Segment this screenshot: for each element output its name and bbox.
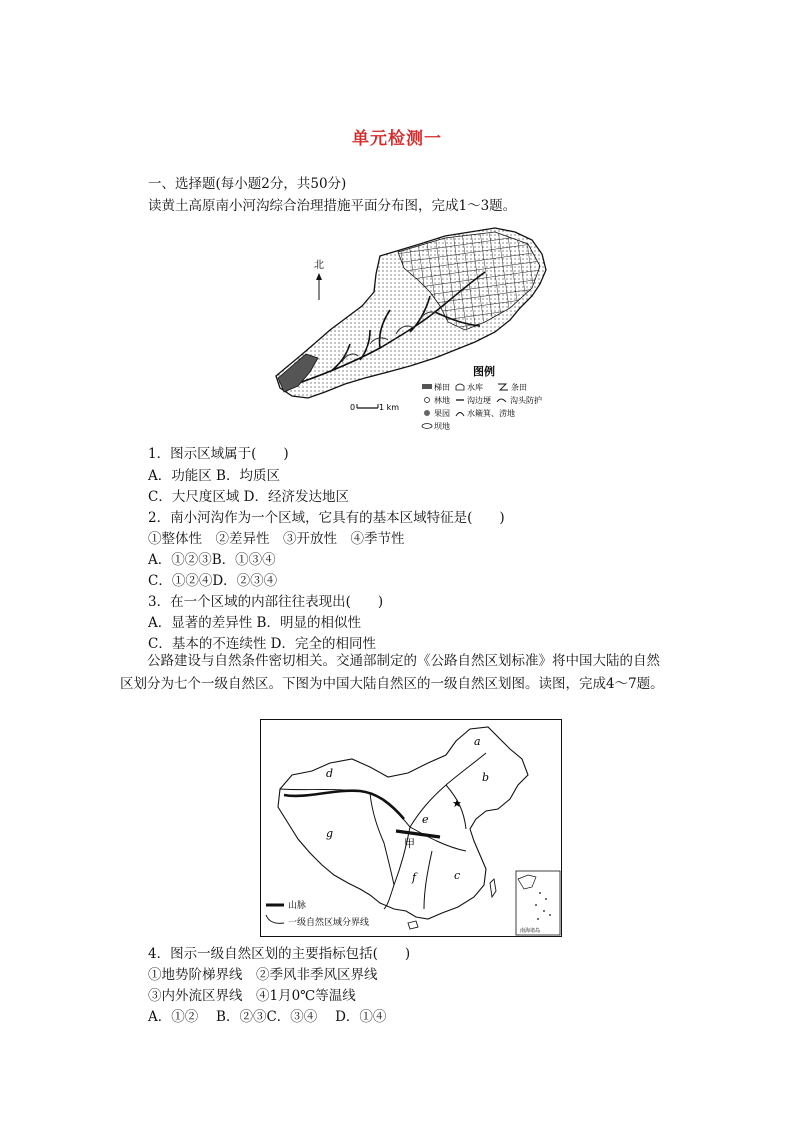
q4-stem: 4．图示一级自然区划的主要指标包括( )	[148, 946, 411, 962]
legend-item-3: 条田	[511, 383, 527, 392]
legend-swatch-3	[498, 384, 508, 390]
legend-swatch-1	[422, 384, 432, 389]
region-label-c: c	[454, 869, 461, 882]
legend-item-9: 坝地	[434, 422, 450, 431]
q4-options: A．①② B．②③C．③④ D．①④	[148, 1009, 387, 1025]
region-label-d: d	[326, 767, 334, 780]
intro-text-2: 公路建设与自然条件密切相关。交通部制定的《公路自然区划标准》将中国大陆的自然区划分为七个一级自然区。下图为中国大陆自然区的一级自然区划图。读图，完成4～7题。	[120, 653, 664, 692]
section-heading: 一、选择题(每小题2分，共50分)	[148, 176, 347, 192]
q2-items: ①整体性 ②差异性 ③开放性 ④季节性	[148, 531, 405, 547]
scale-zero: 0	[350, 403, 356, 412]
q2-options-1: A．①②③B．①③④	[148, 552, 276, 568]
q4-items-1: ①地势阶梯界线 ②季风非季风区界线	[148, 967, 378, 983]
q3-options-2: C．基本的不连续性 D．完全的相同性	[148, 636, 376, 652]
q3-options-1: A．显著的差异性 B．明显的相似性	[148, 615, 361, 631]
legend-boundary-label: 一级自然区域分界线	[288, 918, 370, 928]
region-label-a: a	[474, 735, 481, 748]
legend-title: 图例	[473, 365, 495, 378]
region-label-g: g	[326, 827, 334, 840]
q3-stem: 3．在一个区域的内部往往表现出( )	[148, 594, 384, 610]
china-regions-map	[260, 719, 562, 937]
legend-items	[422, 382, 542, 431]
scale-unit: 1 km	[379, 403, 400, 412]
q1-stem: 1．图示区域属于( )	[148, 446, 289, 462]
q2-options-2: C．①②④D．②③④	[148, 573, 278, 589]
legend-item-4: 林地	[434, 396, 450, 405]
q4-items-2: ③内外流区界线 ④1月0℃等温线	[148, 988, 356, 1004]
q2-stem: 2．南小河沟作为一个区域，它具有的基本区域特征是( )	[148, 510, 505, 526]
q1-options-2: C．大尺度区域 D．经济发达地区	[148, 489, 349, 505]
star-marker: ★	[452, 797, 462, 810]
inset-label: 南海诸岛	[520, 928, 541, 934]
region-label-e: e	[422, 813, 429, 826]
gully-map-figure	[270, 226, 560, 436]
south-sea-inset	[516, 871, 560, 935]
legend-item-6: 沟头防护	[510, 396, 542, 405]
legend-item-1: 梯田	[434, 383, 450, 392]
legend-swatch-7	[424, 410, 430, 416]
north-label: 北	[314, 260, 324, 271]
legend-swatch-2	[456, 384, 464, 390]
legend-swatch-8	[456, 413, 464, 417]
q1-options-1: A．功能区 B．均质区	[148, 468, 280, 484]
legend-item-5: 沟边埂	[467, 396, 491, 405]
jia-label: 甲	[404, 837, 415, 850]
legend-swatch-9	[422, 424, 432, 429]
legend-swatch-4	[425, 398, 430, 403]
legend-item-8: 水簸箕、涝地	[467, 409, 515, 418]
legend-item-7: 果园	[434, 409, 450, 418]
region-label-b: b	[482, 771, 490, 784]
legend-swatch-6	[497, 399, 506, 402]
legend-mountain-label: 山脉	[288, 901, 307, 911]
region-label-f: f	[412, 871, 417, 884]
page-title: 单元检测一	[352, 129, 442, 149]
legend-item-2: 水库	[467, 383, 483, 392]
intro-text-1: 读黄土高原南小河沟综合治理措施平面分布图，完成1～3题。	[148, 198, 517, 214]
